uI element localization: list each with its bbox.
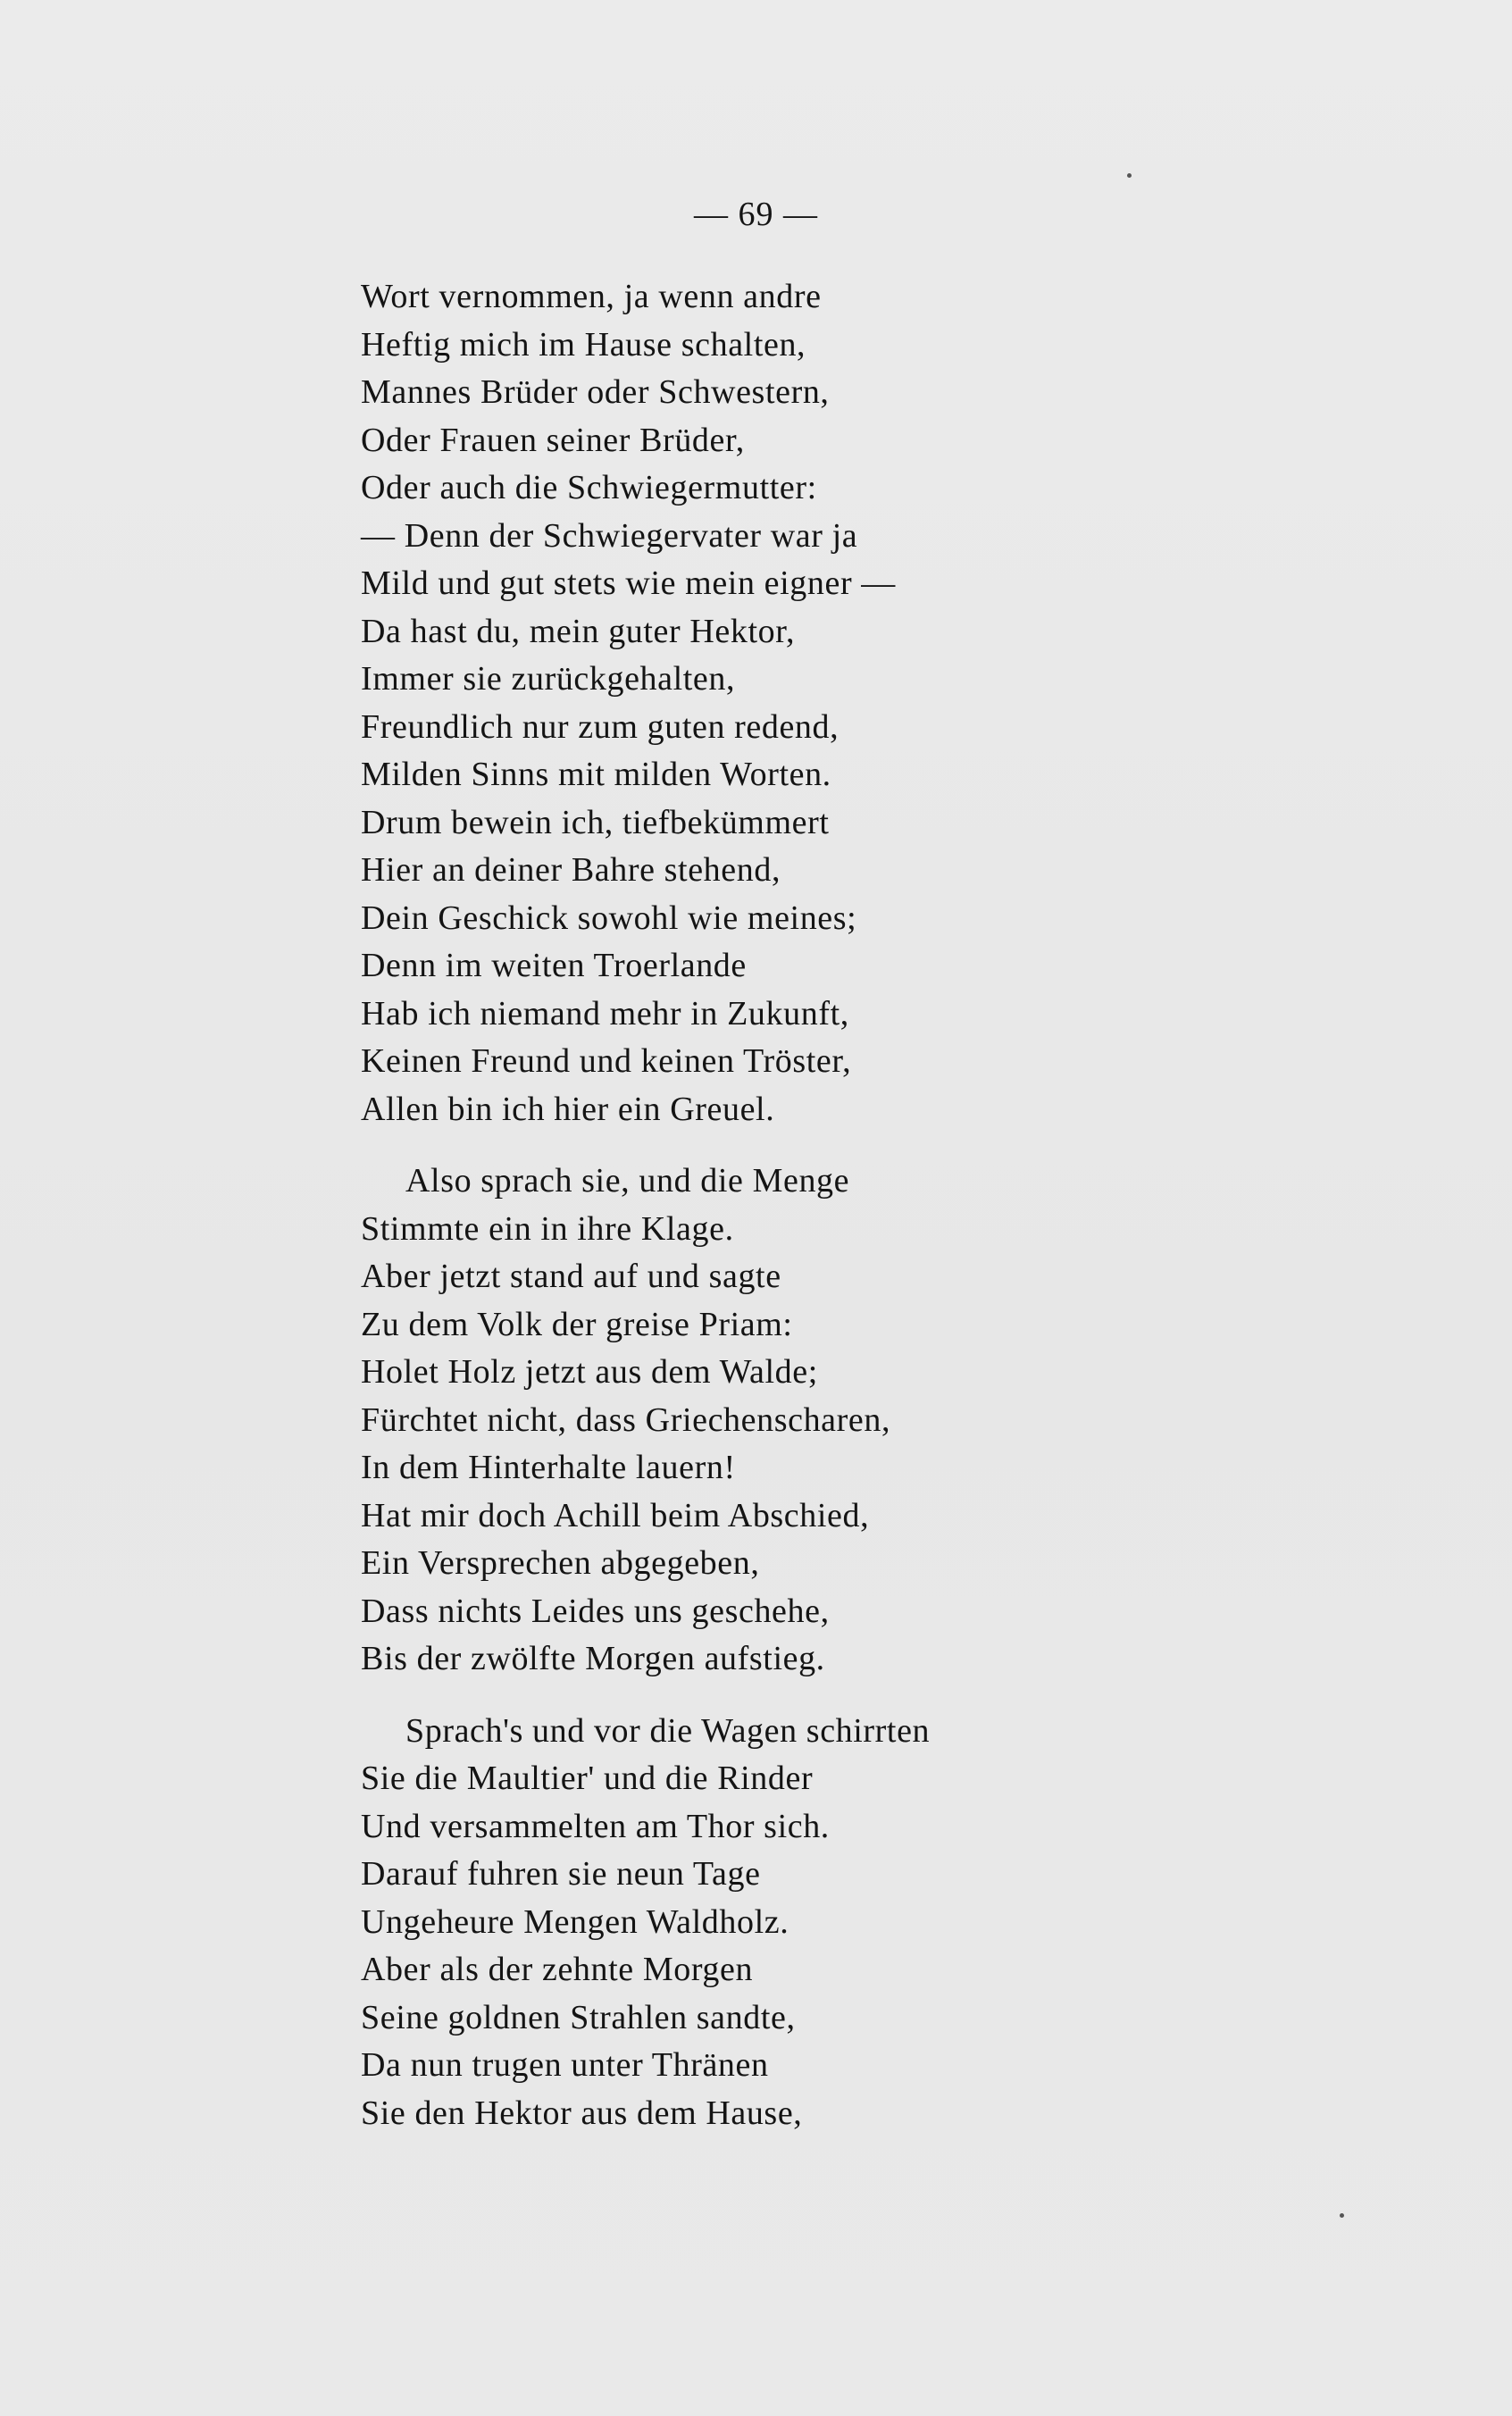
stanza bbox=[361, 273, 1093, 1133]
verse-line: Zu dem Volk der greise Priam: bbox=[361, 1305, 793, 1343]
verse-line: Sie den Hektor aus dem Hause, bbox=[361, 2094, 803, 2132]
verse-line: Bis der zwölfte Morgen aufstieg. bbox=[361, 1640, 825, 1677]
stanza bbox=[361, 1158, 1093, 1684]
verse-line: Da hast du, mein guter Hektor, bbox=[361, 612, 796, 650]
verse-line: Sie die Maultier' und die Rinder bbox=[361, 1760, 814, 1797]
verse-line: Aber jetzt stand auf und sagte bbox=[361, 1258, 781, 1295]
verse-line: Denn im weiten Troerlande bbox=[361, 947, 747, 984]
verse-line: Mild und gut stets wie mein eigner — bbox=[361, 564, 896, 602]
verse-line: Darauf fuhren sie neun Tage bbox=[361, 1855, 761, 1893]
verse-line: Milden Sinns mit milden Worten. bbox=[361, 756, 831, 793]
verse-line: Ein Versprechen abgegeben, bbox=[361, 1544, 760, 1582]
verse-line: Wort vernommen, ja wenn andre bbox=[361, 278, 822, 315]
verse-line: Stimmte ein in ihre Klage. bbox=[361, 1209, 734, 1248]
verse-line: Da nun trugen unter Thränen bbox=[361, 2046, 769, 2084]
verse-line: Oder Frauen seiner Brüder, bbox=[361, 421, 745, 459]
stanza bbox=[361, 1708, 1093, 2138]
verse-line: Ungeheure Mengen Waldholz. bbox=[361, 1902, 789, 1941]
page-number: — 69 — bbox=[694, 196, 818, 233]
verse-line: Sprach's und vor die Wagen schirrten bbox=[405, 1711, 931, 1750]
verse-line: Mannes Brüder oder Schwestern, bbox=[361, 373, 830, 411]
paper-speck bbox=[1127, 173, 1132, 178]
verse-line: Holet Holz jetzt aus dem Walde; bbox=[361, 1353, 818, 1391]
paper-speck bbox=[1340, 2213, 1344, 2218]
verse-line: Drum bewein ich, tiefbekümmert bbox=[361, 803, 830, 841]
verse-line: Seine goldnen Strahlen sandte, bbox=[361, 1998, 796, 2036]
verse-line: Freundlich nur zum guten redend, bbox=[361, 707, 840, 746]
verse-line: Heftig mich im Hause schalten, bbox=[361, 325, 806, 364]
verse-line: Aber als der zehnte Morgen bbox=[361, 1951, 754, 1988]
verse-line: Hab ich niemand mehr in Zukunft, bbox=[361, 994, 849, 1032]
verse-line: Hat mir doch Achill beim Abschied, bbox=[361, 1496, 870, 1534]
verse-line: Allen bin ich hier ein Greuel. bbox=[361, 1090, 775, 1128]
verse-line: Hier an deiner Bahre stehend, bbox=[361, 851, 781, 889]
verse-line: — Denn der Schwiegervater war ja bbox=[361, 516, 858, 555]
verse-line: Oder auch die Schwiegermutter: bbox=[361, 469, 817, 506]
verse-line: Dein Geschick sowohl wie meines; bbox=[361, 899, 857, 937]
verse-line: Also sprach sie, und die Menge bbox=[405, 1162, 850, 1200]
verse-line: Und versammelten am Thor sich. bbox=[361, 1807, 830, 1845]
verse-line: Keinen Freund und keinen Tröster, bbox=[361, 1042, 852, 1080]
verse-line: Immer sie zurückgehalten, bbox=[361, 660, 736, 698]
poem-text bbox=[361, 273, 1093, 2137]
verse-line: Dass nichts Leides uns geschehe, bbox=[361, 1592, 830, 1630]
verse-line: Fürchtet nicht, dass Griechenscharen, bbox=[361, 1400, 891, 1439]
verse-line: In dem Hinterhalte lauern! bbox=[361, 1449, 736, 1486]
